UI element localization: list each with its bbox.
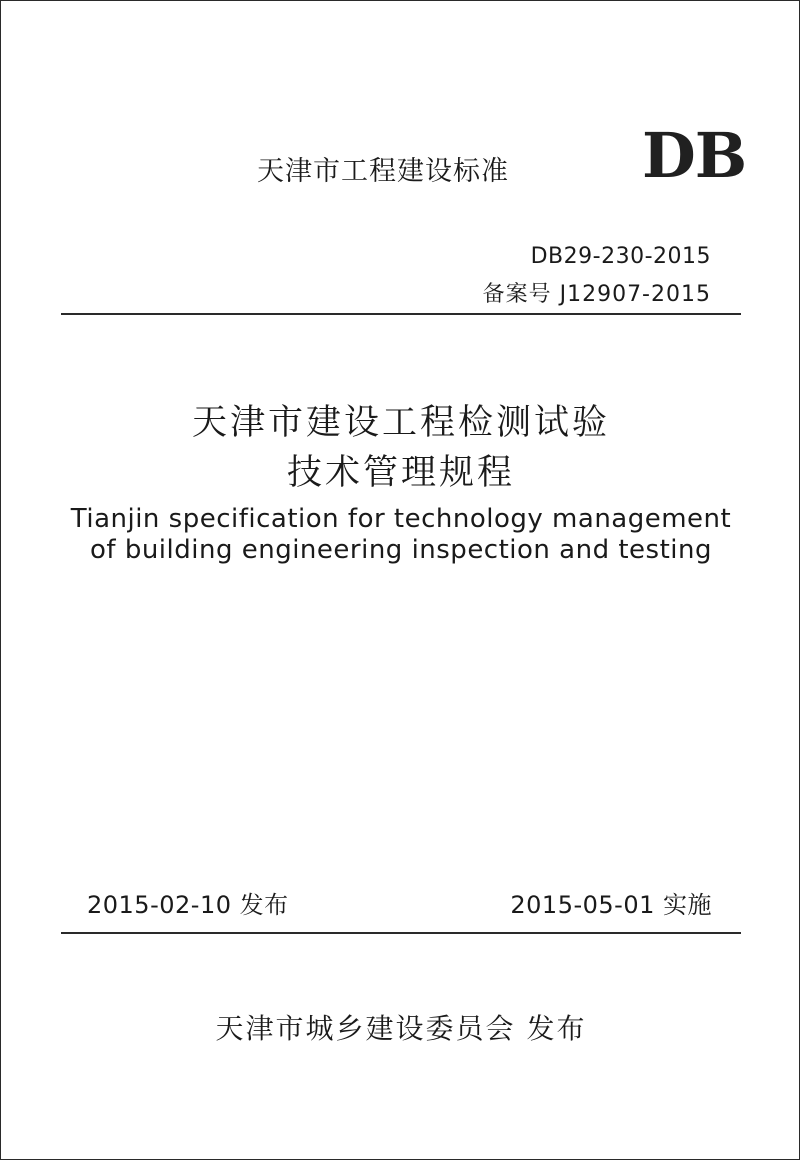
title-english-line-2: of building engineering inspection and testing bbox=[90, 535, 712, 565]
top-divider bbox=[61, 313, 741, 315]
standard-number: DB29-230-2015 bbox=[530, 244, 711, 269]
title-chinese-line-1: 天津市建设工程检测试验 bbox=[191, 403, 610, 443]
standard-type: 天津市工程建设标准 bbox=[257, 156, 509, 187]
title-chinese-line-2: 技术管理规程 bbox=[286, 453, 515, 493]
bottom-divider bbox=[61, 932, 741, 934]
filing-number: 备案号 J12907-2015 bbox=[482, 282, 711, 307]
db-logo: DB bbox=[642, 119, 747, 192]
issuing-authority: 天津市城乡建设委员会 发布 bbox=[215, 1012, 587, 1045]
title-english-line-1: Tianjin specification for technology management bbox=[70, 504, 732, 534]
implementation-date: 2015-05-01 实施 bbox=[510, 891, 712, 919]
issue-date: 2015-02-10 发布 bbox=[87, 891, 289, 919]
